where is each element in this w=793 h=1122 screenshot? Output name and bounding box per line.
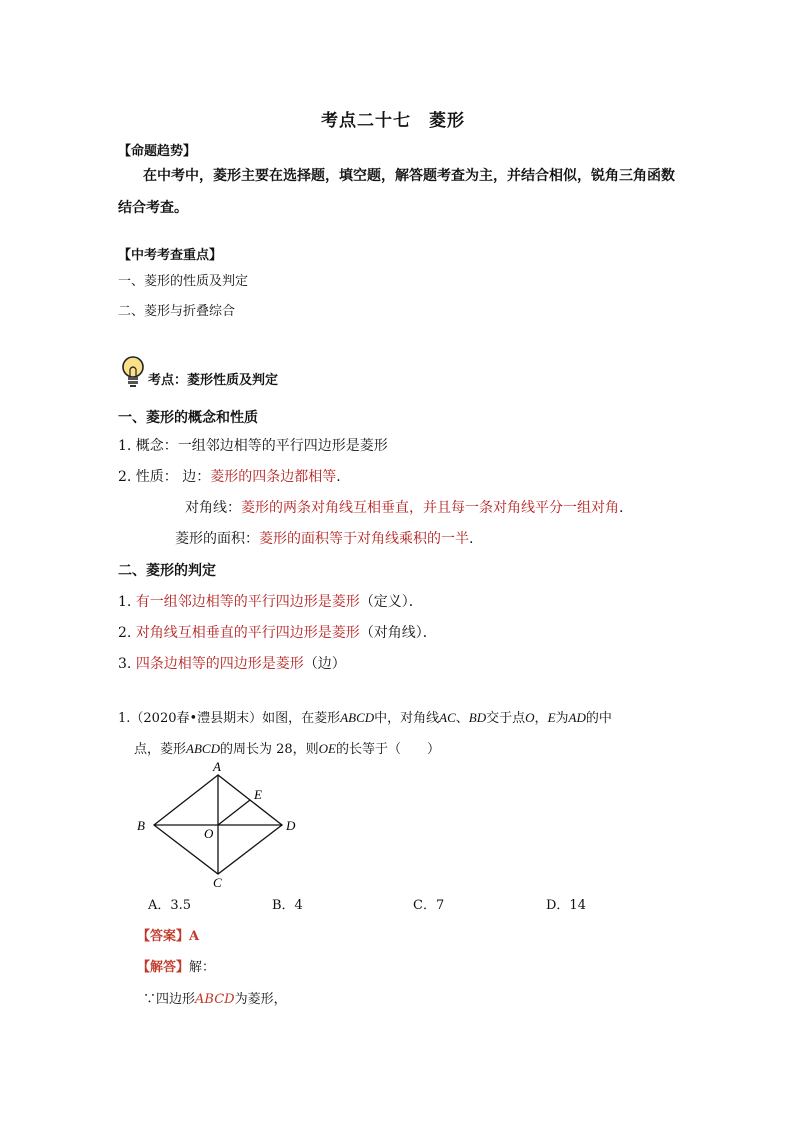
q-text: 、 <box>455 711 469 726</box>
question-line-1 <box>118 707 612 726</box>
q-var: ABCD <box>186 741 220 756</box>
question-source: （2020春•澧县期末） <box>130 711 263 726</box>
concept-line <box>118 435 388 455</box>
diagonal-text: 菱形的两条对角线互相垂直，并且每一条对角线平分一组对角 <box>241 500 619 516</box>
option-b: B．4 <box>272 898 303 913</box>
focus-heading: 【中考考查重点】 <box>118 248 223 263</box>
area-label: 菱形的面积： <box>175 531 259 547</box>
section-2-title: 二、菱形的判定 <box>118 563 216 579</box>
sol-var: ABCD <box>195 992 235 1007</box>
property-prefix: 2. 性质： <box>118 469 178 485</box>
question-line-2 <box>134 738 440 757</box>
option-a: A．3.5 <box>148 898 192 913</box>
edge-dot: . <box>336 469 341 485</box>
q-text: 的中 <box>585 711 612 726</box>
judge-1-num: 1. <box>118 594 132 610</box>
rhombus-figure <box>132 758 312 888</box>
judge-3-tail: （边） <box>303 656 346 672</box>
judge-1-red: 有一组邻边相等的平行四边形是菱形 <box>135 594 360 610</box>
focus-item-2: 二、菱形与折叠综合 <box>118 304 236 319</box>
answer-line <box>137 925 199 944</box>
edge-label: 边： <box>182 469 211 485</box>
q-var: O <box>525 710 535 725</box>
label-a: A <box>213 759 221 774</box>
page-title: 考点二十七 菱形 <box>321 111 465 131</box>
q-text: ， <box>534 711 548 726</box>
answer-label: 【答案】 <box>137 929 190 944</box>
judge-3 <box>118 653 346 673</box>
lightbulb-icon <box>120 355 146 389</box>
judge-2 <box>118 622 437 642</box>
concept-prefix: 1. 概念： <box>118 438 178 454</box>
property-line <box>118 466 341 486</box>
concept-text: 一组邻边相等的平行四边形是菱形 <box>177 438 388 454</box>
judge-3-red: 四条边相等的四边形是菱形 <box>135 656 304 672</box>
solution-line <box>137 956 215 975</box>
q-var: ABCD <box>340 710 375 725</box>
kaodian-label: 考点：菱形性质及判定 <box>148 373 279 388</box>
q-var: OE <box>318 741 336 756</box>
q-text: 如图，在菱形 <box>262 711 341 726</box>
option-d: D．14 <box>546 898 586 913</box>
judge-2-tail: （对角线）． <box>359 625 437 641</box>
q-text: 的周长为 28，则 <box>219 742 319 757</box>
sol-text: 四边形 <box>156 992 196 1007</box>
label-e: E <box>254 787 262 802</box>
area-line <box>175 528 473 548</box>
diagonal-label: 对角线： <box>185 500 241 516</box>
q-var: AD <box>568 710 586 725</box>
q-text: 交于点 <box>486 711 526 726</box>
label-o: O <box>204 826 214 841</box>
solution-label: 【解答】 <box>137 960 190 975</box>
area-dot: . <box>469 531 474 547</box>
trend-line-1: 在中考中，菱形主要在选择题，填空题，解答题考查为主，并结合相似，锐角三角函数 <box>143 168 675 184</box>
q-text: 点，菱形 <box>134 742 187 757</box>
question-number: 1. <box>118 711 131 726</box>
q-var: E <box>547 710 556 725</box>
q-var: BD <box>468 710 487 725</box>
trend-heading: 【命题趋势】 <box>118 144 197 159</box>
q-text: 为 <box>555 711 569 726</box>
q-text: 的长等于（ ） <box>336 742 441 757</box>
section-1-title: 一、菱形的概念和性质 <box>118 410 258 426</box>
option-c: C．7 <box>413 898 445 913</box>
solution-step-1 <box>143 988 287 1007</box>
q-var: AC <box>439 710 456 725</box>
label-d: D <box>286 818 296 833</box>
edge-text: 菱形的四条边都相等 <box>210 469 337 485</box>
since-symbol: ∵ <box>143 992 157 1007</box>
trend-line-2: 结合考查。 <box>118 200 188 216</box>
segment-oe <box>218 800 250 825</box>
judge-3-num: 3. <box>118 656 132 672</box>
answer-value: A <box>189 929 200 944</box>
judge-2-num: 2. <box>118 625 132 641</box>
solution-colon: 解： <box>189 960 216 975</box>
diagonal-line <box>185 497 623 517</box>
focus-item-1: 一、菱形的性质及判定 <box>118 274 249 289</box>
diagonal-dot: . <box>619 500 624 516</box>
label-b: B <box>137 818 145 833</box>
area-text: 菱形的面积等于对角线乘积的一半 <box>259 531 469 547</box>
judge-2-red: 对角线互相垂直的平行四边形是菱形 <box>135 625 360 641</box>
judge-1-tail: （定义）． <box>359 594 423 610</box>
label-c: C <box>213 875 222 888</box>
sol-text: 为菱形， <box>234 992 287 1007</box>
q-text: 中，对角线 <box>374 711 440 726</box>
judge-1 <box>118 591 423 611</box>
